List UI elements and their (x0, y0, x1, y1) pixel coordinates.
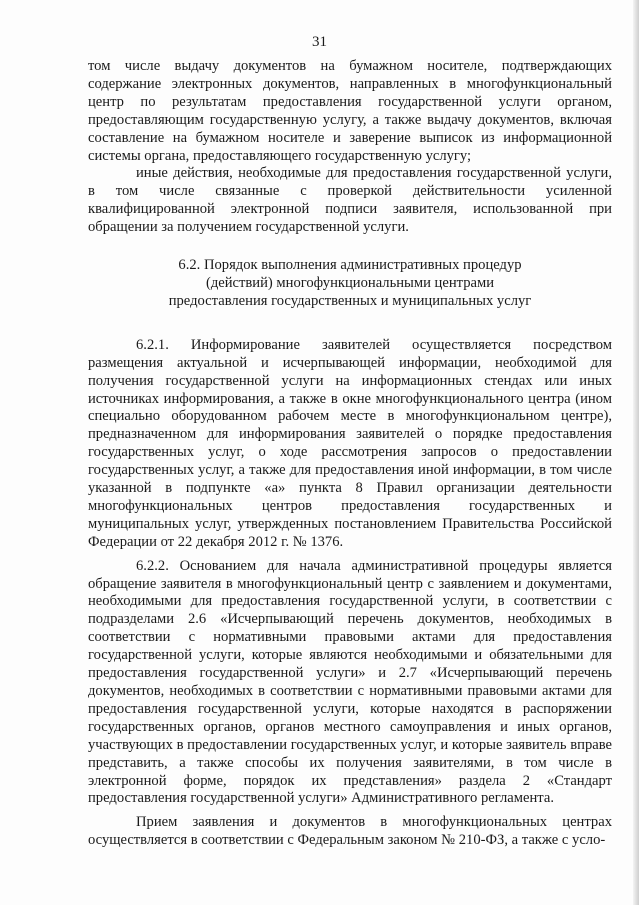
page-edge-shadow (633, 0, 639, 905)
section-heading-line-3: предоставления государственных и муниципальных услуг (168, 292, 532, 309)
paragraph-reception: Прием заявления и документов в многофункциональных центрах осуществляется в соответствии с Федеральным законом № 210-ФЗ, а также с усло- (88, 814, 612, 849)
section-heading (88, 257, 612, 311)
section-heading-line-2: (действий) многофункциональными центрами (205, 274, 495, 291)
paragraph-6-2-2: 6.2.2. Основанием для начала административной процедуры является обращение заявителя в многофункциональный центр с заявлением и документами, необходимыми для предоставления государственной услуги, в соответствии с подразделами 2.6 «Исчерпывающий перечень документов, необходимых в соответствии с нормативными правовыми актами для предоставления государственной услуги, которые являются необходимыми и обязательными для предоставления государственной услуги» и 2.7 «Исчерпывающий перечень документов, необходимых в соответствии с нормативными правовыми актами для предоставления государственной услуги, которые находятся в распоряжении государственных органов, органов местного самоуправления и иных органов, участвующих в предоставлении государственных услуг, и которые заявитель вправе представить, а также способы их получения заявителями, в том числе в электронной форме, порядок их представления» раздела 2 «Стандарт предоставления государственной услуги» Административного регламента. (88, 557, 612, 807)
paragraph-6-2-1: 6.2.1. Информирование заявителей осуществляется посредством размещения актуальной и исчерпывающей информации, необходимой для получения государственной услуги на информационных стендах или иных источниках информирования, а также в окне многофункционального центра (ином специально оборудованном рабочем месте в многофункциональном центре), предназначенном для информирования заявителей о порядке предоставления государственных услуг, о ходе рассмотрения запросов о предоставлении государственных услуг, а также для предоставления иной информации, в том числе указанной в подпункте «а» пункта 8 Правил организации деятельности многофункциональных центров предоставления государственных и муниципальных услуг, утвержденных постановлением Правительства Российской Федерации от 22 декабря 2012 г. № 1376. (88, 336, 612, 550)
paragraph-other-actions: иные действия, необходимые для предоставления государственной услуги, в том числе связанные с проверкой действительности усиленной квалифицированной электронной подписи заявителя, использованной при обращении за получением государственной услуги. (88, 165, 612, 236)
section-heading-line-1: 6.2. Порядок выполнения административных процедур (178, 257, 522, 274)
page-number: 31 (312, 34, 327, 50)
document-body (88, 58, 612, 850)
continued-paragraph: том числе выдачу документов на бумажном носителе, подтверждающих содержание электронных документов, направленных в многофункциональный центр по результатам предоставления государственной услуги органом, предоставляющим государственную услугу, а также выдачу документов, включая составление на бумажном носителе и заверение выписок из информационной системы органа, предоставляющего государственную услугу; (88, 58, 612, 164)
